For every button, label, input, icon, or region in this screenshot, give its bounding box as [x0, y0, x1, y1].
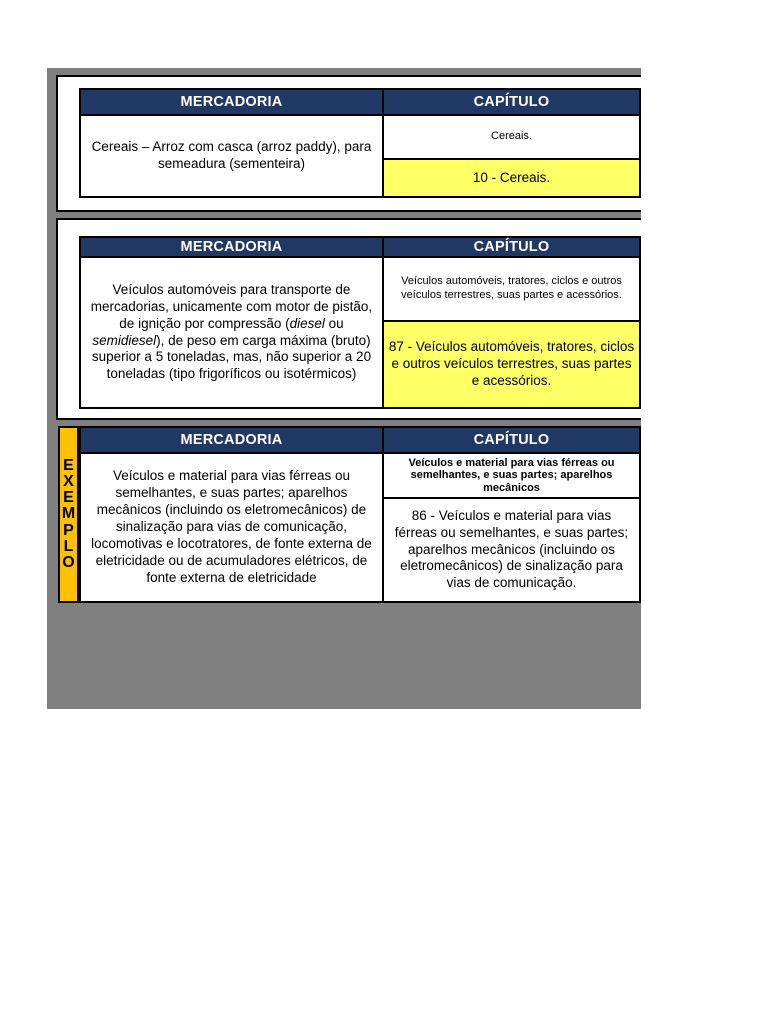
example-letter: X [63, 472, 74, 490]
chapter-answer-text: 86 - Veículos e material para vias férreas ou semelhantes, e suas partes; aparelhos mecânicos (incluindo os eletromecânicos) de sinalização para vias de comunicação. [394, 507, 629, 591]
example-letter: M [61, 505, 76, 523]
chapter-answer-text: 87 - Veículos automóveis, tratores, ciclos e outros veículos terrestres, suas partes e acessórios. [388, 339, 635, 388]
mercadoria-text: Veículos e material para vias férreas ou semelhantes, e suas partes; aparelhos mecânicos (incluindo os eletromecânicos) de sinalização para vias de comunicação, locomotivas e locotratores, de fonte externa de eletricidade ou de acumuladores elétricos, de fonte externa de eletricidade [91, 468, 372, 585]
example-letter: O [62, 554, 75, 571]
mercadoria-cell [79, 452, 384, 603]
example-letter: L [63, 537, 74, 555]
header-mercadoria: MERCADORIA [79, 236, 384, 258]
chapter-answer-cell [382, 320, 641, 409]
mercadoria-text: Veículos automóveis para transporte de mercadorias, unicamente com motor de pistão, de ignição por compressão (diesel ou semidiesel), de peso em carga máxima (bruto) superior a 5 toneladas, mas, não superior a 20 toneladas (tipo frigoríficos ou isotérmicos) [90, 281, 373, 382]
example-label [58, 426, 79, 603]
chapter-title-cell [382, 114, 641, 160]
chapter-title-text: Veículos automóveis, tratores, ciclos e outros veículos terrestres, suas partes e acessórios. [401, 275, 622, 301]
chapter-answer-text: 10 - Cereais. [472, 169, 551, 185]
chapter-title-text: Veículos e material para vias férreas ou semelhantes, e suas partes; aparelhos mecânicos [408, 457, 615, 494]
chapter-answer-cell [382, 158, 641, 198]
example-letter: E [63, 456, 74, 474]
mercadoria-cell [79, 256, 384, 409]
mercadoria-text: Cereais – Arroz com casca (arroz paddy), para semeadura (sementeira) [91, 139, 372, 171]
chapter-answer-cell [382, 497, 641, 603]
example-letter: P [63, 521, 74, 539]
example-letter: E [63, 489, 74, 507]
chapter-title-text: Cereais. [491, 130, 532, 143]
header-capitulo: CAPÍTULO [382, 88, 641, 116]
header-mercadoria: MERCADORIA [79, 88, 384, 116]
mercadoria-cell [79, 114, 384, 198]
chapter-title-cell [382, 452, 641, 499]
header-capitulo: CAPÍTULO [382, 236, 641, 258]
header-capitulo: CAPÍTULO [382, 426, 641, 454]
header-mercadoria: MERCADORIA [79, 426, 384, 454]
worksheet [47, 68, 641, 709]
chapter-title-cell [382, 256, 641, 322]
